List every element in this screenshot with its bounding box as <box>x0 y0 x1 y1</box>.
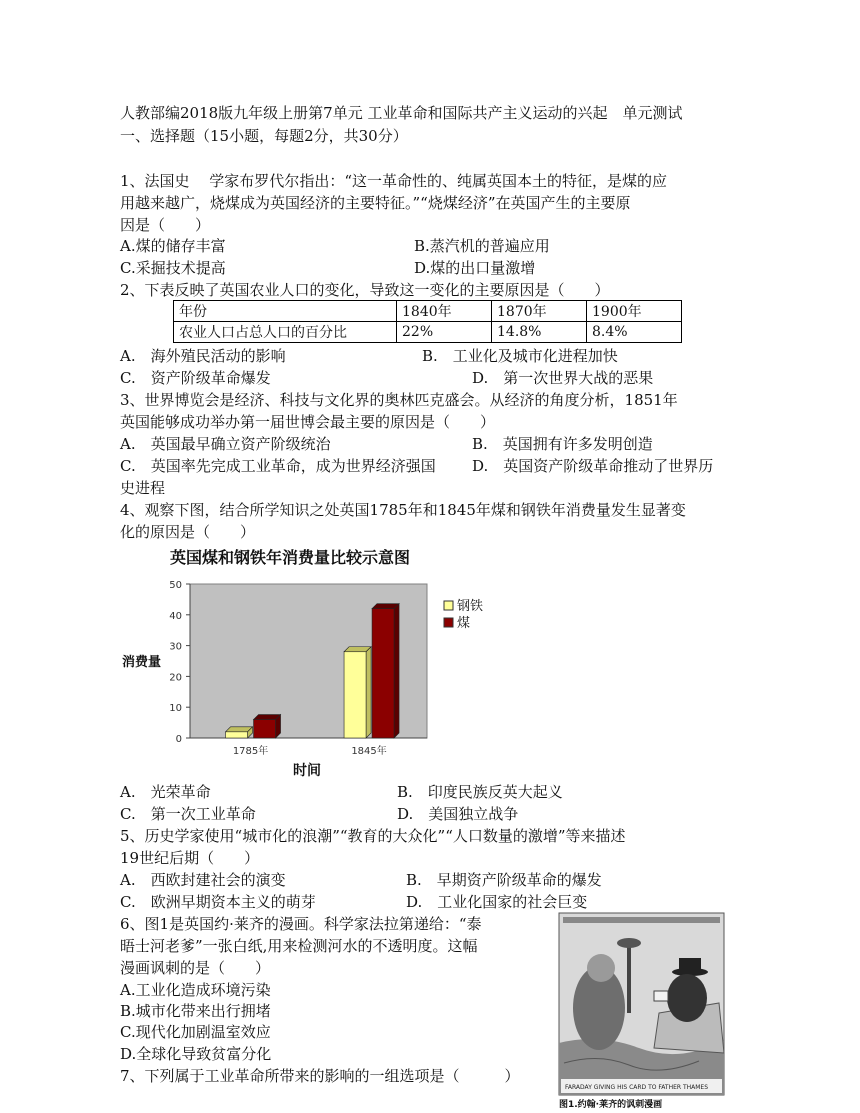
q6-line-2: 晤士河老爹”一张白纸,用来检测河水的不透明度。这幅 <box>120 937 478 955</box>
q2-option-b: B. 工业化及城市化进程加快 <box>422 347 618 365</box>
bar-煤-1785年 <box>254 720 276 738</box>
legend-swatch-coal <box>444 618 453 627</box>
q3-option-c: C. 英国率先完成工业革命，成为世界经济强国 <box>120 457 436 475</box>
x-tick-label: 1845年 <box>351 746 387 757</box>
q5-option-a: A. 西欧封建社会的演变 <box>120 871 286 889</box>
q1-line-3: 因是（ ） <box>120 216 211 234</box>
legend-label-coal: 煤 <box>457 616 471 631</box>
q3-line-1: 3、世界博览会是经济、科技与文化界的奥林匹克盛会。从经济的角度分析，1851年 <box>120 391 678 409</box>
bar-钢铁-1785年 <box>226 732 248 738</box>
q1-option-d: D.煤的出口量激增 <box>414 259 536 277</box>
bar-side-face <box>366 647 371 738</box>
table-cell: 1840年 <box>397 301 492 322</box>
legend-swatch-steel <box>444 601 453 610</box>
population-table <box>173 300 682 343</box>
q4-option-b: B. 印度民族反英大起义 <box>397 783 563 801</box>
y-tick-label: 0 <box>175 734 182 745</box>
q3-option-d: D. 英国资产阶级革命推动了世界历 <box>472 457 714 475</box>
q2-stem: 2、下表反映了英国农业人口的变化，导致这一变化的主要原因是（ ） <box>120 281 610 299</box>
table-cell: 1900年 <box>587 301 682 322</box>
q3-option-d-cont: 史进程 <box>120 479 166 497</box>
q1-line-2: 用越来越广，烧煤成为英国经济的主要特征。”“烧煤经济”在英国产生的主要原 <box>120 194 631 212</box>
y-tick-label: 20 <box>169 672 182 684</box>
q5-line-2: 19世纪后期（ ） <box>120 849 260 867</box>
svg-text:FARADAY GIVING HIS CARD TO FAT: FARADAY GIVING HIS CARD TO FATHER THAMES <box>565 1084 709 1091</box>
q6-option-d: D.全球化导致贫富分化 <box>120 1045 272 1063</box>
q4-line-2: 化的原因是（ ） <box>120 523 256 541</box>
q4-option-a: A. 光荣革命 <box>120 783 211 801</box>
table-cell: 22% <box>397 322 492 343</box>
q2-option-a: A. 海外殖民活动的影响 <box>120 347 286 365</box>
q5-option-b: B. 早期资产阶级革命的爆发 <box>406 871 602 889</box>
y-tick-label: 50 <box>169 580 182 591</box>
q5-line-1: 5、历史学家使用“城市化的浪潮”“教育的大众化”“人口数量的激增”等来描述 <box>120 827 626 845</box>
cartoon-illustration <box>559 913 724 1095</box>
cartoon-caption: 图1.约翰·莱齐的讽刺漫画 <box>559 1100 663 1110</box>
q2-option-d: D. 第一次世界大战的恶果 <box>472 369 654 387</box>
table-cell: 农业人口占总人口的百分比 <box>174 322 397 343</box>
q5-option-c: C. 欧洲早期资本主义的萌芽 <box>120 893 316 911</box>
consumption-chart <box>120 541 484 779</box>
q4-option-c: C. 第一次工业革命 <box>120 805 256 823</box>
bar-钢铁-1845年 <box>344 652 366 738</box>
q5-option-d: D. 工业化国家的社会巨变 <box>406 893 588 911</box>
q3-option-a: A. 英国最早确立资产阶级统治 <box>120 435 331 453</box>
y-axis-label: 消费量 <box>122 655 162 670</box>
table-cell: 8.4% <box>587 322 682 343</box>
q7-stem: 7、下列属于工业革命所带来的影响的一组选项是（ ） <box>120 1067 520 1085</box>
y-tick-label: 30 <box>169 641 182 653</box>
q1-line-1: 1、法国史 学家布罗代尔指出：“这一革命性的、纯属英国本土的特征，是煤的应 <box>120 172 667 190</box>
q6-option-a: A.工业化造成环境污染 <box>120 981 271 999</box>
section-heading: 一、选择题（15小题，每题2分，共30分） <box>120 127 408 145</box>
q3-option-b: B. 英国拥有许多发明创造 <box>472 435 653 453</box>
q2-option-c: C. 资产阶级革命爆发 <box>120 369 271 387</box>
y-tick-label: 40 <box>169 610 182 622</box>
legend-label-steel: 钢铁 <box>457 599 484 614</box>
table-cell: 14.8% <box>492 322 587 343</box>
q6-line-1: 6、图1是英国约·莱齐的漫画。科学家法拉第递给：“泰 <box>120 915 482 933</box>
table-cell: 1870年 <box>492 301 587 322</box>
q4-line-1: 4、观察下图，结合所学知识之处英国1785年和1845年煤和钢铁年消费量发生显著变 <box>120 501 686 519</box>
q4-option-d: D. 美国独立战争 <box>397 805 519 823</box>
bar-side-face <box>394 604 399 738</box>
y-tick-label: 10 <box>169 703 182 715</box>
doc-title: 人教部编2018版九年级上册第7单元 工业革命和国际共产主义运动的兴起 单元测试 <box>120 104 683 122</box>
q6-option-b: B.城市化带来出行拥堵 <box>120 1002 271 1020</box>
table-row <box>174 301 682 322</box>
q1-option-b: B.蒸汽机的普遍应用 <box>414 237 550 255</box>
x-axis-label: 时间 <box>293 763 321 779</box>
chart-title: 英国煤和钢铁年消费量比较示意图 <box>170 548 411 567</box>
satirical-cartoon-image <box>559 913 724 1109</box>
table-row <box>174 322 682 343</box>
x-tick-label: 1785年 <box>232 746 269 757</box>
bar-煤-1845年 <box>372 609 394 738</box>
q3-line-2: 英国能够成功举办第一届世博会最主要的原因是（ ） <box>120 413 496 431</box>
q6-option-c: C.现代化加剧温室效应 <box>120 1023 271 1041</box>
table-cell: 年份 <box>174 301 397 322</box>
q1-option-a: A.煤的储存丰富 <box>120 237 226 255</box>
q1-option-c: C.采掘技术提高 <box>120 259 226 277</box>
q6-line-3: 漫画讽刺的是（ ） <box>120 959 271 977</box>
